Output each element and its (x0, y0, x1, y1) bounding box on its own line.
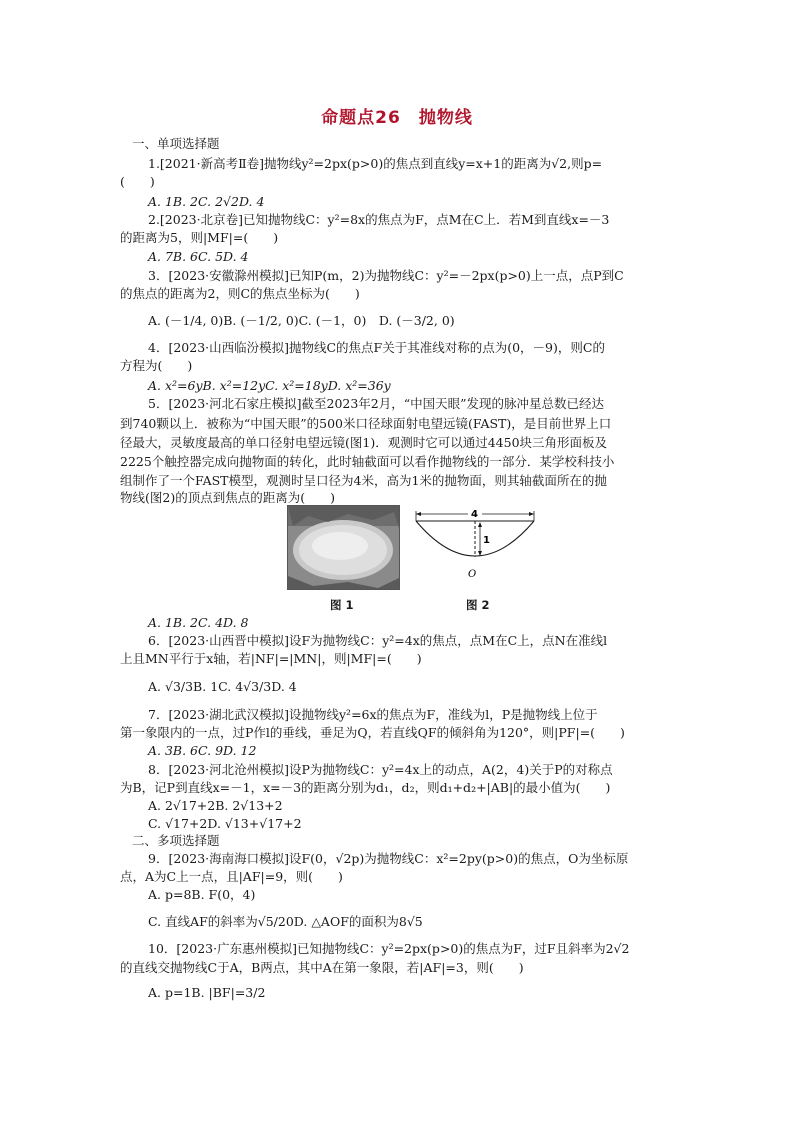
question-1-line-2: ( ) (120, 174, 155, 189)
question-3-line-1: 3．[2023·安徽滁州模拟]已知P(m，2)为抛物线C：y²=－2px(p>0)上一点，点P到C (148, 268, 624, 283)
figure-2-caption: 图 2 (466, 598, 490, 612)
question-8-options-1: A. 2√17+2B. 2√13+2 (148, 798, 283, 813)
diagram-vertex-label: O (468, 569, 477, 580)
question-3-line-2: 的焦点的距离为2，则C的焦点坐标为( ) (120, 286, 360, 301)
question-1-line-1: 1.[2021·新高考Ⅱ卷]抛物线y²=2px(p>0)的焦点到直线y=x+1的距离为√2,则p= (148, 156, 603, 171)
question-2-options: A. 7B. 6C. 5D. 4 (148, 249, 249, 264)
section-heading-multiple: 二、多项选择题 (132, 833, 220, 848)
parabola-diagram (410, 503, 538, 585)
question-4-line-2: 方程为( ) (120, 358, 193, 373)
section-heading-single: 一、单项选择题 (132, 136, 220, 151)
diagram-width-label: 4 (471, 509, 478, 520)
question-6-line-2: 上且MN平行于x轴，若|NF|=|MN|，则|MF|=( ) (120, 651, 422, 666)
fast-telescope-photo (287, 505, 400, 590)
question-8-options-2: C. √17+2D. √13+√17+2 (148, 816, 302, 831)
question-5-line-4: 2225个触控器完成向抛物面的转化，此时轴截面可以看作抛物线的一部分．某学校科技小 (120, 454, 615, 469)
question-7-line-1: 7．[2023·湖北武汉模拟]设抛物线y²=6x的焦点为F，准线为l，P是抛物线上位于 (148, 707, 598, 722)
question-5-line-2: 到740颗以上．被称为“中国天眼”的500米口径球面射电望远镜(FAST)，是目前世界上口 (120, 416, 612, 431)
page-title: 命题点26 抛物线 (321, 108, 473, 128)
question-5-line-6: 物线(图2)的顶点到焦点的距离为( ) (120, 490, 335, 505)
question-10-line-1: 10．[2023·广东惠州模拟]已知抛物线C：y²=2px(p>0)的焦点为F，过F且斜率为2√2 (148, 941, 630, 956)
question-5-line-5: 组制作了一个FAST模型，观测时呈口径为4米，高为1米的抛物面，则其轴截面所在的抛 (120, 473, 607, 488)
question-10-options: A. p=1B. |BF|=3/2 (148, 985, 266, 1000)
diagram-height-label: 1 (483, 535, 490, 546)
question-6-line-1: 6．[2023·山西晋中模拟]设F为抛物线C：y²=4x的焦点，点M在C上，点N在准线l (148, 633, 608, 648)
question-7-options: A. 3B. 6C. 9D. 12 (148, 743, 257, 758)
question-2-line-2: 的距离为5，则|MF|=( ) (120, 230, 279, 245)
question-4-options: A. x²=6yB. x²=12yC. x²=18yD. x²=36y (148, 378, 391, 393)
question-9-line-2: 点，A为C上一点，且|AF|=9，则( ) (120, 869, 343, 884)
question-8-line-1: 8．[2023·河北沧州模拟]设P为抛物线C：y²=4x上的动点，A(2，4)关于P的对称点 (148, 762, 613, 777)
question-2-line-1: 2.[2023·北京卷]已知抛物线C：y²=8x的焦点为F，点M在C上．若M到直线x=－3 (148, 212, 610, 227)
question-5-line-1: 5．[2023·河北石家庄模拟]截至2023年2月，“中国天眼”发现的脉冲星总数已经达 (148, 396, 605, 411)
question-9-options-1: A. p=8B. F(0，4) (148, 887, 256, 902)
figure-1-caption: 图 1 (330, 598, 354, 612)
question-10-line-2: 的直线交抛物线C于A，B两点，其中A在第一象限，若|AF|=3，则( ) (120, 960, 524, 975)
question-6-options: A. √3/3B. 1C. 4√3/3D. 4 (148, 679, 297, 694)
question-9-line-1: 9．[2023·海南海口模拟]设F(0，√2p)为抛物线C：x²=2py(p>0)的焦点，O为坐标原 (148, 851, 629, 866)
question-7-line-2: 第一象限内的一点，过P作l的垂线，垂足为Q，若直线QF的倾斜角为120°，则|PF|=( ) (120, 725, 625, 740)
question-5-options: A. 1B. 2C. 4D. 8 (148, 615, 249, 630)
question-3-options: A. (－1/4, 0)B. (－1/2, 0)C. (－1，0) D. (－3/2, 0) (148, 313, 455, 328)
question-8-line-2: 为B，记P到直线x=－1，x=－3的距离分别为d₁，d₂，则d₁+d₂+|AB|的最小值为( ) (120, 780, 611, 795)
question-9-options-2: C. 直线AF的斜率为√5/20D. △AOF的面积为8√5 (148, 914, 423, 929)
question-4-line-1: 4．[2023·山西临汾模拟]抛物线C的焦点F关于其准线对称的点为(0，－9)，则C的 (148, 340, 605, 355)
question-5-line-3: 径最大，灵敏度最高的单口径射电望远镜(图1)．观测时它可以通过4450块三角形面板及 (120, 435, 608, 450)
question-1-options: A. 1B. 2C. 2√2D. 4 (148, 194, 265, 209)
